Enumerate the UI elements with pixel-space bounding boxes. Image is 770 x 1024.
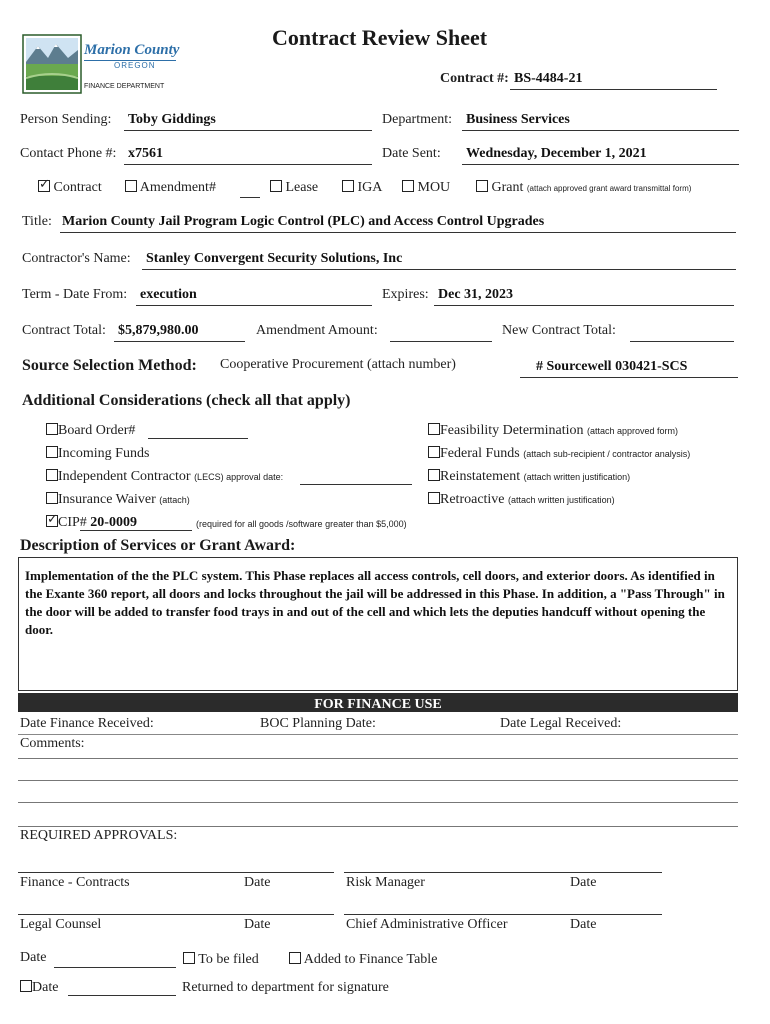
returned-label: Returned to department for signature [182,980,389,995]
filed-date-label: Date [20,950,47,965]
title-value[interactable]: Marion County Jail Program Logic Control (PLC) and Access Control Upgrades [62,214,545,229]
contract-type-row [38,180,102,196]
returned-date-checkbox[interactable] [20,980,32,992]
comments-line-1[interactable] [18,758,738,759]
new-contract-total-label: New Contract Total: [502,323,616,338]
contract-total-line [114,341,245,342]
comments-line-4[interactable] [18,826,738,827]
expires-value[interactable]: Dec 31, 2023 [438,287,514,302]
reinstatement-row [428,469,630,485]
returned-date-line[interactable] [68,995,176,996]
board-order-checkbox[interactable] [46,423,58,435]
to-be-filed-row [183,952,259,968]
federal-funds-note: (attach sub-recipient / contractor analysis) [523,449,691,459]
source-number-line [520,377,738,378]
description-heading: Description of Services or Grant Award: [20,537,296,554]
mou-checkbox-label: MOU [417,180,451,195]
grant-checkbox-label: Grant [491,180,524,195]
insurance-waiver-row [46,492,190,508]
federal-funds-row [428,446,690,462]
amendment-checkbox-label: Amendment# [139,180,216,195]
independent-contractor-note: (LECS) approval date: [194,472,284,482]
contact-phone-value[interactable]: x7561 [128,146,163,161]
logo-dept: FINANCE DEPARTMENT [84,83,165,90]
finance-use-bar [18,693,738,712]
logo-name: Marion County [84,42,180,58]
returned-date-label: Date [32,980,59,995]
cip-checkbox[interactable] [46,515,58,527]
contract-checkbox[interactable] [38,180,50,192]
description-box[interactable] [18,557,738,691]
risk-manager-label: Risk Manager [346,875,425,890]
grant-row [476,180,691,196]
federal-funds-label: Federal Funds [440,446,520,461]
legal-counsel-label: Legal Counsel [20,917,102,932]
amendment-number-line [240,197,260,198]
independent-contractor-label: Independent Contractor [58,469,191,484]
risk-manager-date-label: Date [570,875,597,890]
cip-line [80,530,192,531]
logo-state: OREGON [114,61,156,70]
title-line [60,232,736,233]
filed-date-line[interactable] [54,967,176,968]
incoming-funds-label: Incoming Funds [58,446,150,461]
department-line [462,130,739,131]
finance-contracts-label: Finance - Contracts [20,875,130,890]
considerations-heading: Additional Considerations (check all that apply) [22,392,351,409]
cip-label: CIP# [58,515,87,530]
comments-label: Comments: [20,736,85,751]
term-from-value[interactable]: execution [140,287,197,302]
term-label: Term - Date From: [22,287,128,302]
source-selection-label: Source Selection Method: [22,357,197,374]
independent-contractor-row [46,469,283,485]
finance-row-line [18,734,738,735]
board-order-row [46,423,135,439]
independent-contractor-line [300,484,412,485]
added-finance-table-checkbox[interactable] [289,952,301,964]
independent-contractor-checkbox[interactable] [46,469,58,481]
mou-checkbox[interactable] [402,180,414,192]
feasibility-label: Feasibility Determination [440,423,584,438]
board-order-line [148,438,248,439]
legal-counsel-sign-line[interactable] [18,914,334,915]
page-title: Contract Review Sheet [272,25,488,50]
feasibility-note: (attach approved form) [586,426,679,436]
contract-total-label: Contract Total: [22,323,106,338]
cao-label: Chief Administrative Officer [346,917,508,932]
date-sent-label: Date Sent: [382,146,441,161]
risk-manager-sign-line[interactable] [344,872,662,873]
incoming-funds-row [46,446,149,462]
contractor-line [142,269,736,270]
insurance-waiver-note: (attach) [159,495,190,505]
cip-note: (required for all goods /software greater than $5,000) [196,519,407,529]
title-label: Title: [22,214,52,229]
required-approvals-heading: REQUIRED APPROVALS: [20,828,178,843]
contact-phone-label: Contact Phone #: [20,146,117,161]
department-value[interactable]: Business Services [466,112,570,127]
date-legal-received-label: Date Legal Received: [500,716,622,731]
department-label: Department: [382,112,452,127]
date-finance-received-label: Date Finance Received: [20,716,154,731]
reinstatement-checkbox[interactable] [428,469,440,481]
iga-checkbox-label: IGA [357,180,383,195]
cao-sign-line[interactable] [344,914,662,915]
cip-value[interactable]: 20-0009 [90,515,137,530]
mou-row [402,180,450,196]
comments-line-3[interactable] [18,802,738,803]
county-seal-icon [22,34,82,94]
person-sending-label: Person Sending: [20,112,112,127]
lease-checkbox-label: Lease [285,180,319,195]
term-from-line [136,305,372,306]
reinstatement-label: Reinstatement [440,469,521,484]
expires-line [434,305,734,306]
iga-checkbox[interactable] [342,180,354,192]
grant-checkbox[interactable] [476,180,488,192]
comments-line-2[interactable] [18,780,738,781]
retroactive-note: (attach written justification) [508,495,615,505]
to-be-filed-label: To be filed [198,952,259,967]
new-contract-total-line [630,341,734,342]
person-sending-value[interactable]: Toby Giddings [128,112,216,127]
contractor-label: Contractor's Name: [22,251,131,266]
feasibility-row [428,423,678,439]
retroactive-row [428,492,615,508]
grant-note: (attach approved grant award transmittal form) [526,184,692,193]
finance-use-title: FOR FINANCE USE [314,697,442,712]
retroactive-checkbox[interactable] [428,492,440,504]
county-logo [22,34,182,96]
feasibility-checkbox[interactable] [428,423,440,435]
contract-total-value[interactable]: $5,879,980.00 [118,323,199,338]
contract-number-line [510,89,717,90]
board-order-label: Board Order# [58,423,136,438]
amendment-amount-line [390,341,492,342]
added-finance-table-row [289,952,437,968]
legal-counsel-date-label: Date [244,917,271,932]
added-finance-table-label: Added to Finance Table [303,952,438,967]
contract-number-value[interactable]: BS-4484-21 [514,71,583,86]
lease-row [270,180,318,196]
contractor-value[interactable]: Stanley Convergent Security Solutions, Inc [146,251,403,266]
date-sent-value[interactable]: Wednesday, December 1, 2021 [466,146,647,161]
insurance-waiver-checkbox[interactable] [46,492,58,504]
contact-phone-line [124,164,372,165]
person-sending-line [124,130,372,131]
boc-planning-date-label: BOC Planning Date: [260,716,376,731]
source-selection-value[interactable]: Cooperative Procurement (attach number) [220,357,456,372]
amendment-amount-label: Amendment Amount: [256,323,378,338]
expires-label: Expires: [382,287,429,302]
source-number-value[interactable]: # Sourcewell 030421-SCS [536,359,688,374]
amendment-row [125,180,216,196]
amendment-checkbox[interactable] [125,180,137,192]
iga-row [342,180,382,196]
cip-row [46,515,137,531]
retroactive-label: Retroactive [440,492,505,507]
returned-date-row [20,980,58,996]
cao-date-label: Date [570,917,597,932]
incoming-funds-checkbox[interactable] [46,446,58,458]
description-text: Implementation of the the PLC system. This Phase replaces all access controls, cell doors, and exterior doors. As identified in the Exante 360 report, all doors and locks throughout the jail will be addressed in this Phase. In addition, a "Pass Through" in the door will be added to transfer food trays in and out of the cell and which lets the deputies handcuff without opening the door. [25,568,725,637]
insurance-waiver-label: Insurance Waiver [58,492,156,507]
finance-contracts-date-label: Date [244,875,271,890]
reinstatement-note: (attach written justification) [523,472,631,482]
finance-contracts-sign-line[interactable] [18,872,334,873]
lease-checkbox[interactable] [270,180,282,192]
federal-funds-checkbox[interactable] [428,446,440,458]
date-sent-line [462,164,739,165]
contract-number-label: Contract #: [440,71,509,86]
contract-checkbox-label: Contract [53,180,102,195]
to-be-filed-checkbox[interactable] [183,952,195,964]
